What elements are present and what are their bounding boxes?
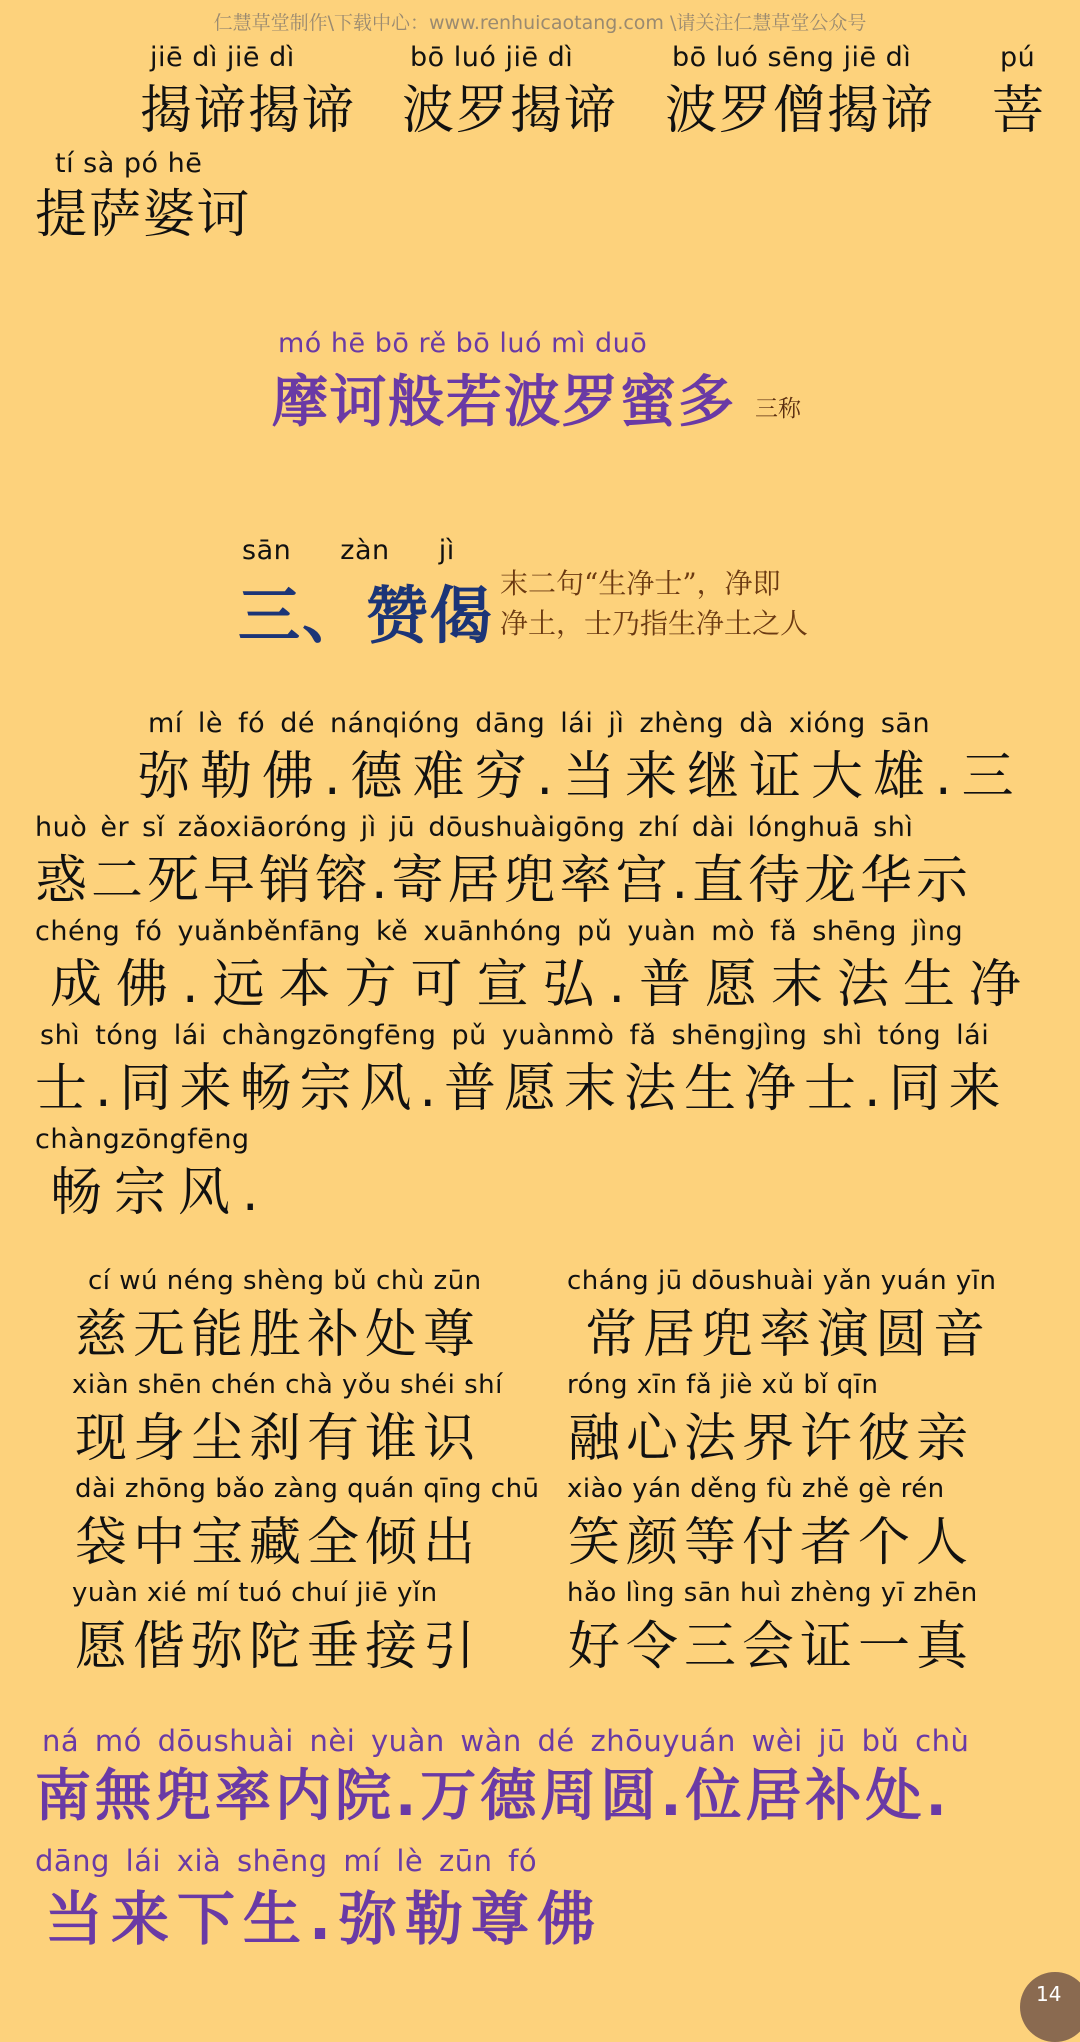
verse2-left-hanzi-2: 现身尘刹有谁识 [75,1409,482,1469]
verse2-left-pinyin-4: yuàn xié mí tuó chuí jiē yǐn [72,1578,438,1608]
mohe-pinyin: mó hē bō rě bō luó mì duō [278,328,648,359]
verse1-hanzi-5: 畅宗风. [50,1163,271,1223]
mantra2-hanzi: 提萨婆诃 [35,185,252,245]
verse1-pinyin-1: mí lè fó dé nánqióng dāng lái jì zhèng dà xióng sān [148,708,931,739]
verse2-left-hanzi-4: 愿偕弥陀垂接引 [75,1617,482,1677]
verse2-left-hanzi-3: 袋中宝藏全倾出 [75,1513,482,1573]
mohe-note: 三称 [755,396,801,422]
verse1-pinyin-2: huò èr sǐ zǎoxiāoróng jì jū dōushuàigōng zhí dài lónghuā shì [35,812,914,843]
page-number-badge: 14 [1020,1972,1080,2042]
section3-title: 三、赞偈 [238,579,495,652]
mantra-hanzi-4: 菩 [992,81,1047,141]
mantra-pinyin-3: bō luó sēng jiē dì [672,42,912,73]
verse1-pinyin-4: shì tóng lái chàngzōngfēng pǔ yuànmò fǎ shēngjìng shì tóng lái [40,1020,990,1051]
section3-pinyin: sān zàn jì [242,535,455,566]
verse2-left-pinyin-1: cí wú néng shèng bǔ chù zūn [88,1266,482,1296]
verse2-right-hanzi-3: 笑颜等付者个人 [568,1513,975,1573]
verse2-right-hanzi-1: 常居兜率演圆音 [585,1305,992,1365]
verse2-right-pinyin-3: xiào yán děng fù zhě gè rén [567,1474,945,1504]
verse2-right-hanzi-2: 融心法界许彼亲 [568,1409,975,1469]
mohe-hanzi: 摩诃般若波罗蜜多 [272,370,736,435]
verse2-right-pinyin-1: cháng jū dōushuài yǎn yuán yīn [567,1266,997,1296]
verse1-pinyin-5: chàngzōngfēng [35,1124,250,1155]
mantra-pinyin-2: bō luó jiē dì [410,42,574,73]
verse2-right-pinyin-4: hǎo lìng sān huì zhèng yī zhēn [567,1578,978,1608]
verse1-hanzi-4: 士.同来畅宗风.普愿末法生净士.同来 [35,1059,1009,1119]
verse2-left-pinyin-2: xiàn shēn chén chà yǒu shéi shí [72,1370,503,1400]
namo-hanzi-2: 当来下生.弥勒尊佛 [45,1885,604,1953]
verse2-right-hanzi-4: 好令三会证一真 [568,1617,975,1677]
section3-note-1: 末二句“生净士”，净即 [500,567,781,600]
namo-pinyin-1: ná mó dōushuài nèi yuàn wàn dé zhōuyuán wèi jū bǔ chù [42,1724,970,1758]
namo-hanzi-1: 南無兜率内院.万德周圆.位居补处. [35,1764,951,1829]
verse1-pinyin-3: chéng fó yuǎnběnfāng kě xuānhóng pǔ yuàn mò fǎ shēng jìng [35,916,964,947]
mantra-pinyin-1: jiē dì jiē dì [150,42,295,73]
verse1-hanzi-1: 弥勒佛.德难穷.当来继证大雄.三 [138,747,1024,807]
header-note: 仁慧草堂制作\下载中心：www.renhuicaotang.com \请关注仁慧草堂公众号 [213,12,867,34]
mantra2-pinyin: tí sà pó hē [55,148,203,179]
verse1-hanzi-2: 惑二死早销镕.寄居兜率宫.直待龙华示 [35,851,973,911]
verse2-left-pinyin-3: dài zhōng bǎo zàng quán qīng chū [75,1474,540,1504]
verse2-right-pinyin-2: róng xīn fǎ jiè xǔ bǐ qīn [567,1370,879,1400]
mantra-hanzi-2: 波罗揭谛 [402,81,619,141]
mantra-hanzi-1: 揭谛揭谛 [140,81,357,141]
mantra-pinyin-4: pú [1000,42,1036,73]
verse1-hanzi-3: 成佛.远本方可宣弘.普愿末法生净 [50,955,1036,1015]
mantra-hanzi-3: 波罗僧揭谛 [665,81,936,141]
section3-note-2: 净土，士乃指生净土之人 [500,607,809,640]
namo-pinyin-2: dāng lái xià shēng mí lè zūn fó [35,1844,538,1878]
verse2-left-hanzi-1: 慈无能胜补处尊 [75,1305,482,1365]
